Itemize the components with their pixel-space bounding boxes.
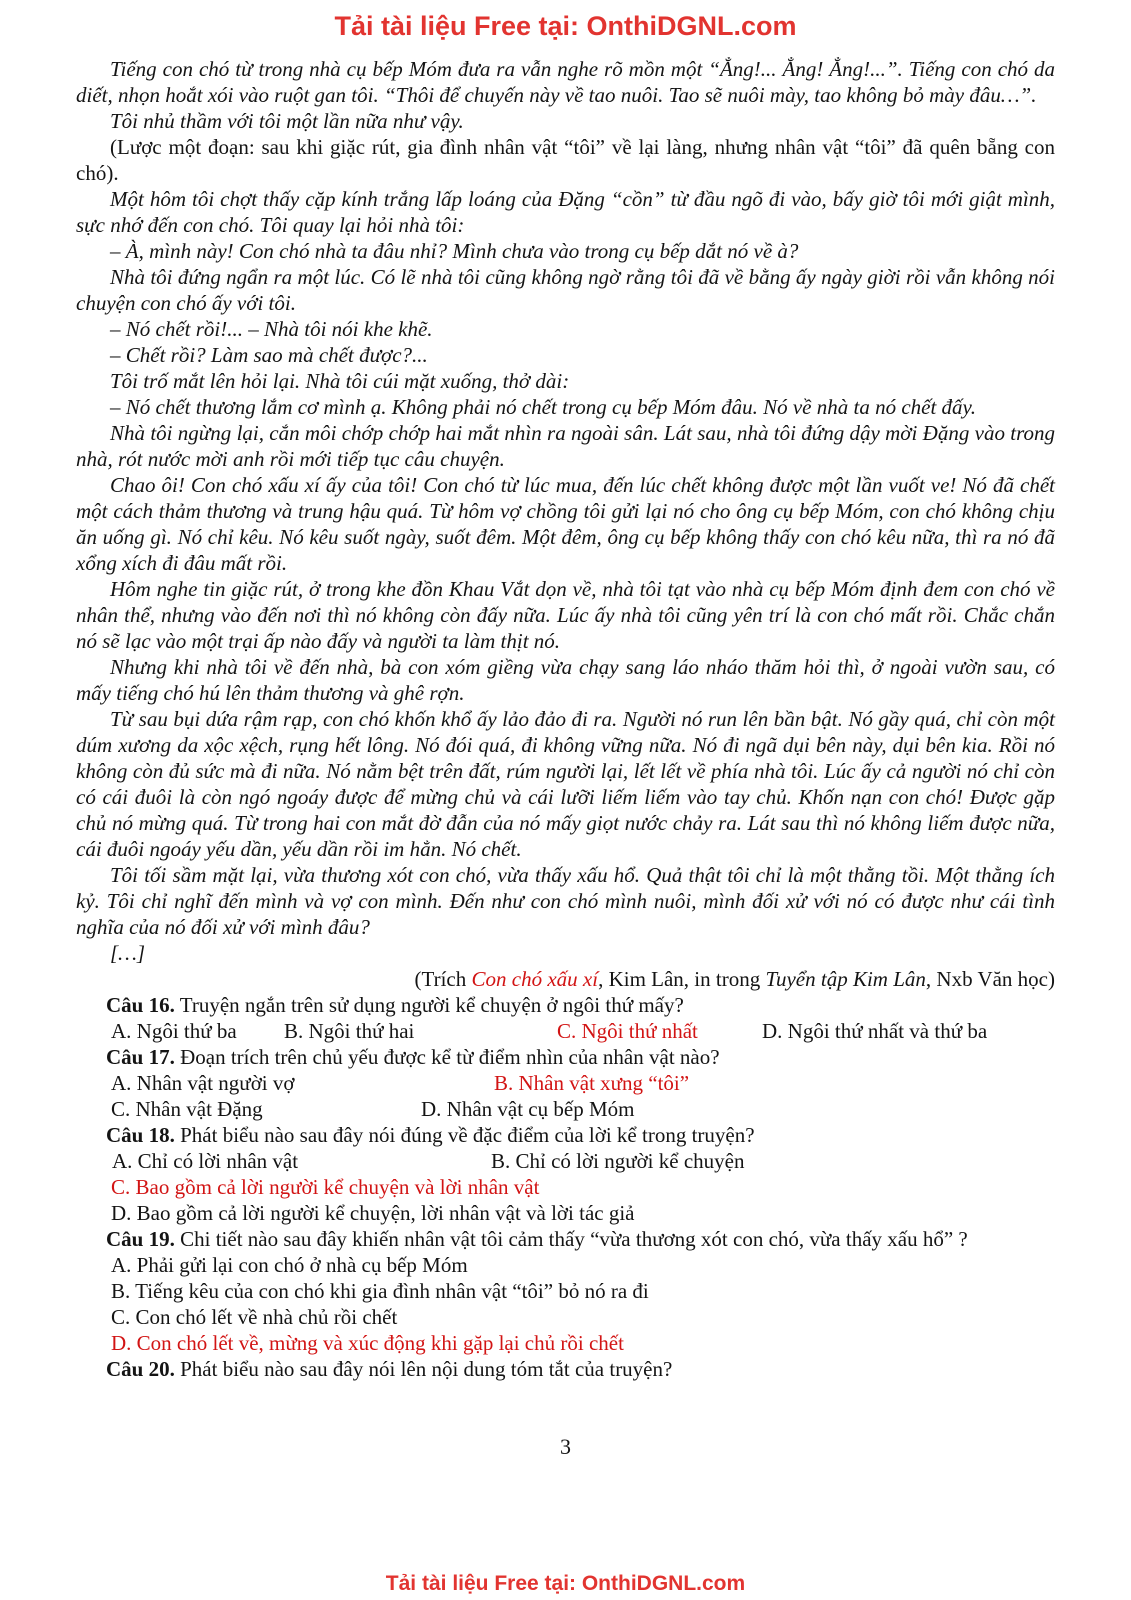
answer-options-row <box>76 1304 1055 1330</box>
question-text: Câu 20. Phát biểu nào sau đây nói lên nội dung tóm tắt của truyện? <box>106 1357 673 1381</box>
answer-option: A. Chỉ có lời nhân vật <box>112 1149 299 1173</box>
passage-paragraph: Tôi tối sầm mặt lại, vừa thương xót con chó, vừa thấy xấu hổ. Quả thật tôi chỉ là một thằng tồi. Một thằng ích kỷ. Tôi chỉ nghĩ đến mình và vợ con mình. Đến như con chó mình nuôi, mình đối xử với nó có được như cái tình nghĩa của nó đối xử với mình đâu? <box>76 863 1055 939</box>
passage <box>76 56 1055 966</box>
answer-option: B. Tiếng kêu của con chó khi gia đình nhân vật “tôi” bỏ nó ra đi <box>111 1279 649 1303</box>
answer-options-row <box>76 1200 1055 1226</box>
question-number: Câu 18. <box>106 1123 175 1147</box>
citation-work-title: Con chó xấu xí <box>471 967 599 991</box>
answer-option-correct: C. Ngôi thứ nhất <box>557 1019 698 1043</box>
site-banner-top: Tải tài liệu Free tại: OnthiDGNL.com <box>334 11 797 41</box>
passage-paragraph: – À, mình này! Con chó nhà ta đâu nhỉ? Mình chưa vào trong cụ bếp dắt nó về à? <box>110 239 799 263</box>
passage-paragraph: Nhà tôi ngừng lại, cắn môi chớp chớp hai mắt nhìn ra ngoài sân. Lát sau, nhà tôi đứng dậy mời Đặng vào trong nhà, rót nước mời anh rồi mới tiếp tục câu chuyện. <box>76 421 1055 471</box>
passage-paragraph: Chao ôi! Con chó xấu xí ấy của tôi! Con chó từ lúc mua, đến lúc chết không được một lần vuốt ve! Nó đã chết một cách thảm thương và trung hậu quá. Từ hôm vợ chồng tôi gửi lại nó cho ông cụ bếp Móm, con chó không chịu ăn uống gì. Nó chỉ kêu. Nó kêu suốt ngày, suốt đêm. Một đêm, ông cụ bếp không thấy con chó kêu nữa, thì ra nó đã xổng xích đi đâu mất rồi. <box>76 473 1055 575</box>
citation-collection-title: Tuyển tập Kim Lân <box>765 967 926 991</box>
answer-option: A. Nhân vật người vợ <box>111 1071 295 1095</box>
answer-options-row <box>76 1096 1055 1122</box>
passage-paragraph: Tiếng con chó từ trong nhà cụ bếp Móm đưa ra vẫn nghe rõ mồn một “Ẳng!... Ẳng! Ẳng!...”. Tiếng con chó da diết, nhọn hoắt xói vào ruột gan tôi. “Thôi để chuyến này về tao nuôi. Tao sẽ nuôi mày, tao không bỏ mày đâu…”. <box>76 57 1055 107</box>
passage-paragraph: Tôi trố mắt lên hỏi lại. Nhà tôi cúi mặt xuống, thở dài: <box>110 369 570 393</box>
question-text: Câu 19. Chi tiết nào sau đây khiến nhân vật tôi cảm thấy “vừa thương xót con chó, vừa thấy xấu hổ” ? <box>106 1227 968 1251</box>
answer-options-row <box>76 1174 1055 1200</box>
question-text: Câu 18. Phát biểu nào sau đây nói đúng về đặc điểm của lời kể trong truyện? <box>106 1123 755 1147</box>
answer-option-correct: C. Bao gồm cả lời người kể chuyện và lời nhân vật <box>111 1175 540 1199</box>
site-banner-bottom: Tải tài liệu Free tại: OnthiDGNL.com <box>385 1572 746 1595</box>
answer-options-row <box>76 1148 1055 1174</box>
page-number: 3 <box>560 1434 571 1459</box>
citation-prefix: (Trích <box>414 967 472 991</box>
passage-paragraph: – Chết rồi? Làm sao mà chết được?... <box>110 343 428 367</box>
answer-options-row <box>76 1252 1055 1278</box>
citation-author: , Kim Lân, in trong <box>598 967 766 991</box>
answer-option-correct: D. Con chó lết về, mừng và xúc động khi gặp lại chủ rồi chết <box>111 1331 624 1355</box>
passage-paragraph: (Lược một đoạn: sau khi giặc rút, gia đình nhân vật “tôi” về lại làng, nhưng nhân vật “tôi” đã quên bẵng con chó). <box>76 135 1055 185</box>
answer-option: D. Ngôi thứ nhất và thứ ba <box>762 1019 988 1043</box>
question-number: Câu 16. <box>106 993 175 1017</box>
passage-paragraph: Hôm nghe tin giặc rút, ở trong khe đồn Khau Vắt dọn về, nhà tôi tạt vào nhà cụ bếp Móm định đem con chó về nhân thể, nhưng vào đến nơi thì nó không còn đấy nữa. Lúc ấy nhà tôi cũng yên trí là con chó mất rồi. Chắc chắn nó sẽ lạc vào một trại ấp nào đấy và người ta làm thịt nó. <box>76 577 1055 653</box>
answer-options-row <box>76 1070 1055 1096</box>
question-text: Câu 16. Truyện ngắn trên sử dụng người kể chuyện ở ngôi thứ mấy? <box>106 993 684 1017</box>
passage-paragraph: Từ sau bụi dứa rậm rạp, con chó khốn khổ ấy lảo đảo đi ra. Người nó run lên bần bật. Nó gầy quá, chỉ còn một dúm xương da xộc xệch, rụng hết lông. Nó đói quá, đi không vững nữa. Nó đi ngã dụi bên này, dụi bên kia. Rồi nó không còn đủ sức mà đi nữa. Nó nằm bệt trên đất, rúm người lại, lết lết về phía nhà tôi. Lúc ấy cả người nó chỉ còn có cái đuôi là còn ngó ngoáy được để mừng chủ và cái lưỡi liếm liếm vào tay chủ. Khốn nạn con chó! Được gặp chủ nó mừng quá. Từ trong hai con mắt đờ đẫn của nó mấy giọt nước chảy ra. Lát sau thì nó không liếm được nữa, cái đuôi ngoáy yếu dần, yếu dần rồi im hẳn. Nó chết. <box>76 707 1055 861</box>
answer-option: A. Ngôi thứ ba <box>111 1019 237 1043</box>
answer-option: B. Chỉ có lời người kể chuyện <box>491 1149 745 1173</box>
answer-options-row <box>76 1018 1055 1044</box>
question-number: Câu 19. <box>106 1227 175 1251</box>
question-number: Câu 20. <box>106 1357 175 1381</box>
question-text: Câu 17. Đoạn trích trên chủ yếu được kể từ điểm nhìn của nhân vật nào? <box>106 1045 720 1069</box>
page-content <box>0 42 1131 1460</box>
passage-paragraph: – Nó chết rồi!... – Nhà tôi nói khe khẽ. <box>110 317 433 341</box>
passage-paragraph: Nhưng khi nhà tôi về đến nhà, bà con xóm giềng vừa chạy sang láo nháo thăm hỏi thì, ở ngoài vườn sau, có mấy tiếng chó hú lên thảm thương và ghê rợn. <box>76 655 1055 705</box>
passage-paragraph: […] <box>110 941 146 965</box>
answer-option: C. Con chó lết về nhà chủ rồi chết <box>111 1305 398 1329</box>
answer-option: B. Ngôi thứ hai <box>284 1019 415 1043</box>
passage-paragraph: Nhà tôi đứng ngẩn ra một lúc. Có lẽ nhà tôi cũng không ngờ rằng tôi đã về bằng ấy ngày giời rồi vẫn không nói chuyện con chó ấy với tôi. <box>76 265 1055 315</box>
answer-option-correct: B. Nhân vật xưng “tôi” <box>494 1071 690 1095</box>
question-number: Câu 17. <box>106 1045 175 1069</box>
passage-paragraph: Tôi nhủ thầm với tôi một lần nữa như vậy. <box>110 109 464 133</box>
citation-publisher: , Nxb Văn học) <box>925 967 1055 991</box>
passage-paragraph: Một hôm tôi chợt thấy cặp kính trắng lấp loáng của Đặng “cồn” từ đầu ngõ đi vào, bấy giờ tôi mới giật mình, sực nhớ đến con chó. Tôi quay lại hỏi nhà tôi: <box>76 187 1055 237</box>
answer-option: A. Phải gửi lại con chó ở nhà cụ bếp Móm <box>111 1253 468 1277</box>
citation-line <box>76 966 1055 992</box>
answer-options-row <box>76 1330 1055 1356</box>
answer-options-row <box>76 1278 1055 1304</box>
answer-option: D. Nhân vật cụ bếp Móm <box>421 1097 635 1121</box>
passage-paragraph: – Nó chết thương lắm cơ mình ạ. Không phải nó chết trong cụ bếp Móm đâu. Nó về nhà ta nó chết đấy. <box>110 395 976 419</box>
answer-option: D. Bao gồm cả lời người kể chuyện, lời nhân vật và lời tác giả <box>111 1201 635 1225</box>
questions <box>76 992 1055 1382</box>
answer-option: C. Nhân vật Đặng <box>111 1097 263 1121</box>
